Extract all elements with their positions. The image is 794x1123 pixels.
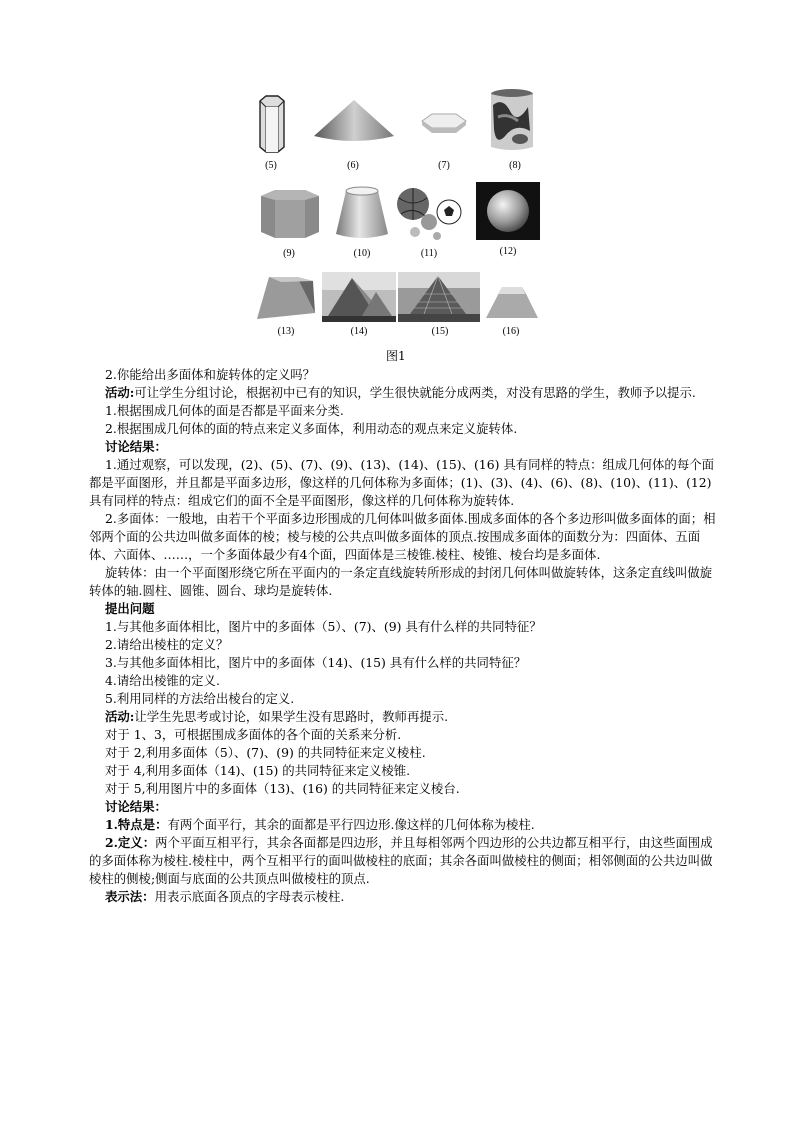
louvre-pyramid-photo (398, 272, 480, 322)
paragraph-text: 两个平面互相平行，其余各面都是四边形，并且每相邻两个四边形的公共边都互相平行，由这些面围成的多面体称为棱柱.棱柱中，两个互相平行的面叫做棱柱的底面；其余各面叫做棱柱的侧面；相邻侧面的公共边叫做棱柱的侧棱;侧面与底面的公共顶点叫做棱柱的顶点. (89, 835, 713, 886)
activity-paragraph (89, 384, 721, 402)
hint: 对于 2,利用多面体（5）、(7)、(9) 的共同特征来定义棱柱. (105, 745, 426, 760)
section-label: 讨论结果： (105, 799, 167, 814)
figure-caption: (9) (283, 248, 295, 259)
question: 2.你能给出多面体和旋转体的定义吗？ (105, 367, 316, 382)
figure-caption: (15) (431, 326, 449, 337)
paragraph: 1.通过观察，可以发现，(2)、(5)、(7)、(9)、(13)、(14)、(15)、(16) 具有同样的特点：组成几何体的每个面都是平面图形，并且都是平面多边形，像这样的几何体称为多面体；(1)、(3)、(4)、(6)、(8)、(10)、(11)、(12) 具有同样的特点：组成它们的面不全是平面图形，像这样的几何体称为旋转体. (89, 457, 714, 508)
question: 3.与其他多面体相比，图片中的多面体（14)、(15) 具有什么样的共同特征？ (105, 655, 527, 670)
document-body (89, 366, 721, 906)
frustum-cone-image (334, 186, 390, 242)
question: 1.与其他多面体相比，图片中的多面体（5）、(7)、(9) 具有什么样的共同特征？ (105, 619, 542, 634)
cone-image (312, 98, 396, 146)
hint: 1.根据围成几何体的面是否都是平面来分类. (105, 403, 344, 418)
hexagonal-prism-image (256, 95, 288, 153)
question: 4.请给出棱锥的定义. (105, 673, 220, 688)
figure-caption: (16) (502, 326, 520, 337)
figure-caption: (10) (353, 248, 371, 259)
hint: 对于 5,利用图片中的多面体（13)、(16) 的共同特征来定义棱台. (105, 781, 460, 796)
hint: 对于 1、3，可根据围成多面体的各个面的关系来分析. (105, 727, 402, 742)
label: 表示法： (105, 889, 155, 904)
paragraph: 旋转体：由一个平面图形绕它所在平面内的一条定直线旋转所形成的封闭几何体叫做旋转体，这条定直线叫做旋转体的轴.圆柱、圆锥、圆台、球均是旋转体. (89, 565, 713, 598)
figure-caption: (8) (509, 160, 521, 171)
hint: 对于 4,利用多面体（14)、(15) 的共同特征来定义棱锥. (105, 763, 411, 778)
paragraph-text: 让学生先思考或讨论，如果学生没有思路时，教师再提示. (134, 709, 449, 724)
figure-caption: (13) (277, 326, 295, 337)
paragraph (89, 834, 721, 888)
figure-caption: (12) (499, 246, 517, 257)
hint: 2.根据围成几何体的面的特点来定义多面体，利用动态的观点来定义旋转体. (105, 421, 518, 436)
label: 活动: (105, 709, 135, 724)
sphere-image (476, 182, 540, 240)
figure-caption: (7) (438, 160, 450, 171)
figure-caption: (6) (347, 160, 359, 171)
figure-caption: (14) (350, 326, 368, 337)
paragraph-text: 有两个面平行，其余的面都是平行四边形.像这样的几何体称为棱柱. (167, 817, 535, 832)
paragraph: 2.多面体：一般地，由若干个平面多边形围成的几何体叫做多面体.围成多面体的各个多边形叫做多面体的面；相邻两个面的公共边叫做多面体的棱；棱与棱的公共点叫做多面体的顶点.按围成多面体的面数分为：四面体、五面体、六面体、……，一个多面体最少有4个面，四面体是三棱锥.棱柱、棱锥、棱台均是多面体. (89, 511, 716, 562)
hexagonal-plate-image (420, 112, 468, 136)
pyramid-photo (322, 272, 396, 322)
balls-image (395, 186, 463, 242)
pentagonal-prism-image (259, 188, 321, 240)
figure-caption: (11) (420, 248, 438, 259)
pen-holder-image (488, 87, 536, 153)
paragraph (89, 888, 721, 906)
label: 活动: (105, 385, 135, 400)
section-label: 讨论结果： (105, 439, 167, 454)
question: 2.请给出棱柱的定义？ (105, 637, 229, 652)
activity-paragraph (89, 708, 721, 726)
question: 5.利用同样的方法给出棱台的定义. (105, 691, 295, 706)
section-label: 提出问题 (105, 601, 155, 616)
frustum-image (484, 284, 540, 322)
figure-title: 图1 (386, 349, 406, 363)
paragraph-text: 可让学生分组讨论，根据初中已有的知识，学生很快就能分成两类，对没有思路的学生，教师予以提示. (134, 385, 696, 400)
paragraph (89, 816, 721, 834)
frustum-pyramid-image (255, 273, 317, 321)
figure-caption: (5) (265, 160, 277, 171)
label: 2.定义： (105, 835, 156, 850)
label: 1.特点是： (105, 817, 168, 832)
paragraph-text: 用表示底面各顶点的字母表示棱柱. (154, 889, 345, 904)
